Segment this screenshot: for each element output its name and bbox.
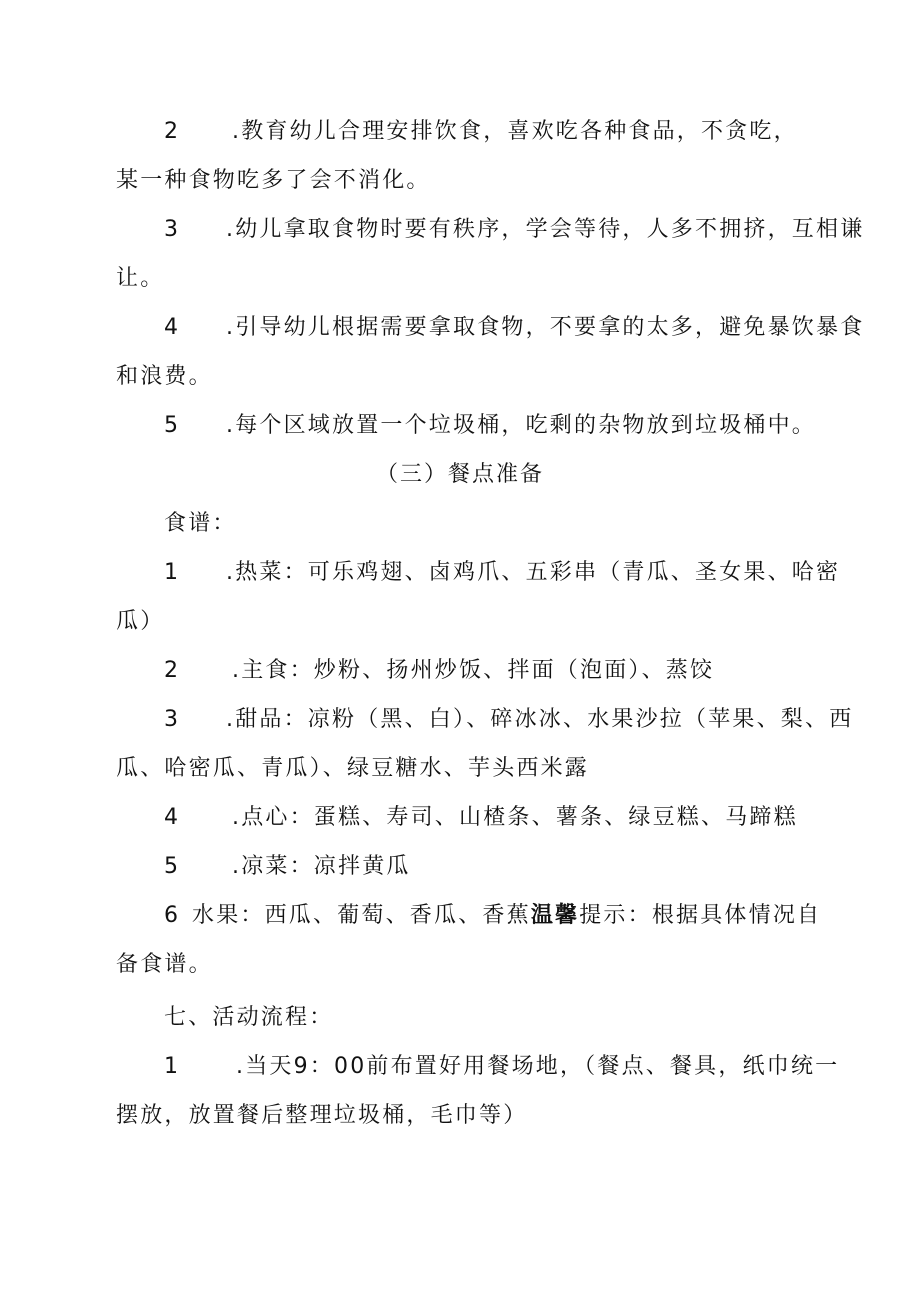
item-text: .引导幼儿根据需要拿取食物，不要拿的太多，避免暴饮暴食 <box>226 315 865 340</box>
menu-item-2 <box>164 656 714 686</box>
item-number: 3 <box>164 217 181 242</box>
section-heading: （三）餐点准备 <box>375 462 544 487</box>
menu-item-6 <box>164 901 821 931</box>
item-text: .凉菜：凉拌黄瓜 <box>232 854 411 879</box>
item-number: 5 <box>164 413 181 438</box>
item-3-line <box>164 215 864 245</box>
item-number: 5 <box>164 854 181 879</box>
menu-label: 食谱： <box>164 511 237 536</box>
item-text: .幼儿拿取食物时要有秩序，学会等待，人多不拥挤，互相谦 <box>226 217 865 242</box>
item-number: 2 <box>164 658 181 683</box>
section-7-heading: 七、活动流程： <box>164 1005 334 1030</box>
item-text-bold: 温馨 <box>530 903 580 928</box>
item-3-continuation: 让。 <box>116 266 165 291</box>
menu-item-4 <box>164 803 798 833</box>
item-4-continuation: 和浪费。 <box>116 364 213 389</box>
item-4-line <box>164 313 864 343</box>
item-5-line <box>164 411 816 441</box>
item-text: .甜品：凉粉（黑、白）、碎冰冰、水果沙拉（苹果、梨、西 <box>226 707 854 732</box>
item-text: 水果：西瓜、葡萄、香瓜、香蕉 <box>192 903 531 928</box>
item-2-continuation: 某一种食物吃多了会不消化。 <box>116 168 431 193</box>
flow-item-1-continuation: 摆放，放置餐后整理垃圾桶，毛巾等） <box>116 1103 528 1128</box>
menu-item-1-continuation: 瓜） <box>116 609 165 634</box>
item-2-line <box>164 117 798 147</box>
flow-item-1 <box>164 1052 839 1082</box>
item-text: .主食：炒粉、扬州炒饭、拌面（泡面）、蒸饺 <box>232 658 715 683</box>
item-number: 1 <box>164 1054 181 1079</box>
item-number: 4 <box>164 315 181 340</box>
item-number: 3 <box>164 707 181 732</box>
item-text: .点心：蛋糕、寿司、山楂条、薯条、绿豆糕、马蹄糕 <box>232 805 798 830</box>
menu-item-3-continuation: 瓜、哈密瓜、青瓜）、绿豆糖水、芋头西米露 <box>116 756 590 781</box>
item-text: .每个区域放置一个垃圾桶，吃剩的杂物放到垃圾桶中。 <box>226 413 816 438</box>
menu-item-6-continuation: 备食谱。 <box>116 952 213 977</box>
item-text: .热菜：可乐鸡翅、卤鸡爪、五彩串（青瓜、圣女果、哈密 <box>226 560 841 585</box>
item-number: 4 <box>164 805 181 830</box>
menu-item-5 <box>164 852 411 882</box>
item-number: 1 <box>164 560 181 585</box>
item-text: .当天9：00前布置好用餐场地，（餐点、餐具，纸巾统一 <box>236 1054 840 1079</box>
item-number: 2 <box>164 119 181 144</box>
item-text: 提示：根据具体情况自 <box>579 903 822 928</box>
menu-item-1 <box>164 558 840 588</box>
item-number: 6 <box>164 903 181 928</box>
item-text: .教育幼儿合理安排饮食，喜欢吃各种食品，不贪吃， <box>232 119 798 144</box>
menu-item-3 <box>164 705 853 735</box>
